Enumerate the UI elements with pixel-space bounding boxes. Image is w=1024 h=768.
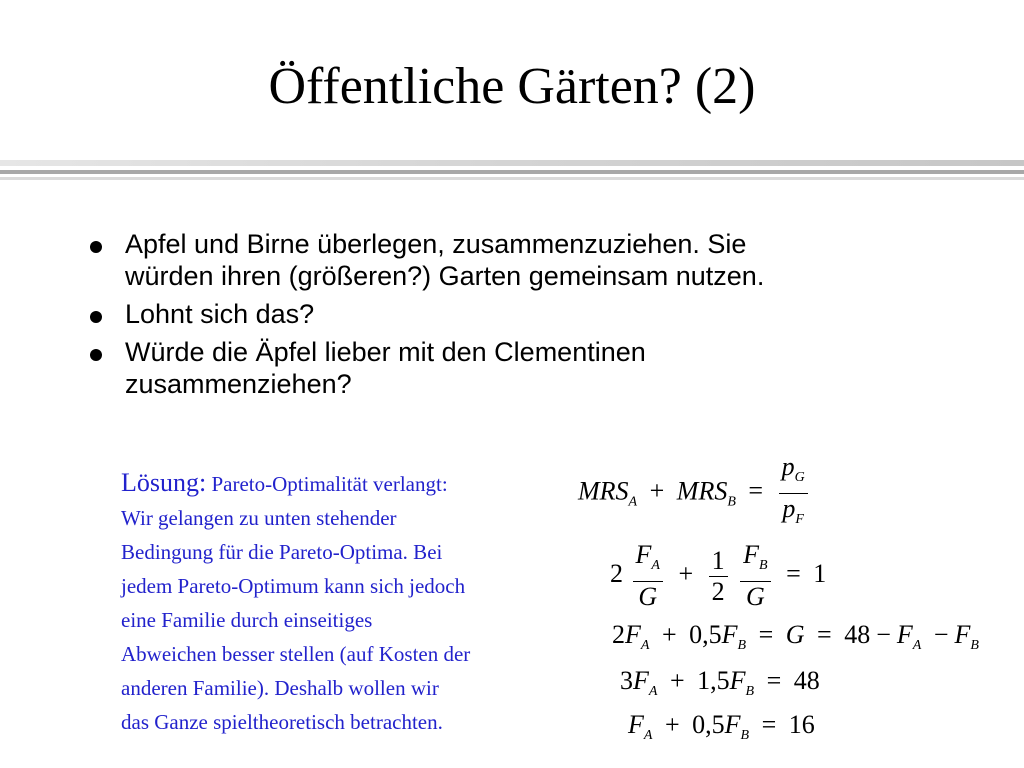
solution-line: das Ganze spieltheoretisch betrachten.: [121, 710, 443, 734]
eq-numerator: [633, 540, 663, 582]
bullet-item: [88, 336, 988, 400]
divider-faint: [0, 177, 1024, 180]
eq-numerator: [740, 540, 770, 582]
bullet-text: zusammenziehen?: [125, 369, 352, 399]
eq-rhs: 16: [788, 710, 815, 739]
eq-numerator: 1: [709, 546, 728, 577]
solution-label: Lösung:: [121, 468, 207, 497]
eq-term: F: [954, 620, 971, 649]
equation-result: [628, 710, 815, 744]
eq-rhs: 48: [793, 666, 820, 695]
eq-sub: B: [759, 558, 768, 573]
eq-coef: 2: [612, 620, 625, 649]
eq-op: +: [661, 620, 677, 649]
equation-combined: [620, 666, 820, 700]
solution-intro: Pareto-Optimalität verlangt:: [206, 472, 448, 496]
slide-title: Öffentliche Gärten? (2): [268, 58, 756, 115]
eq-term: F: [625, 620, 641, 649]
eq-sub: F: [795, 512, 804, 527]
solution-text: [121, 466, 601, 739]
eq-term: F: [721, 620, 738, 649]
eq-op: +: [669, 666, 685, 695]
solution-first-line: [121, 466, 601, 501]
eq-op: +: [678, 558, 694, 588]
eq-rhs: 1: [813, 558, 827, 588]
eq-sub: B: [727, 494, 736, 510]
eq-sub: B: [737, 638, 747, 653]
eq-op: =: [748, 476, 764, 506]
eq-coef: 1,5: [697, 666, 730, 695]
bullet-text: Apfel und Birne überlegen, zusammenzuziehen. Sie: [125, 229, 747, 259]
eq-term: F: [635, 540, 652, 569]
eq-term: F: [896, 620, 913, 649]
divider-dark: [0, 170, 1024, 174]
eq-term: G: [785, 620, 805, 649]
solution-line: Abweichen besser stellen (auf Kosten der: [121, 642, 471, 666]
eq-op: =: [766, 666, 782, 695]
bullet-list: [88, 228, 988, 406]
equation-condition: [610, 540, 826, 612]
eq-op: +: [649, 476, 665, 506]
bullet-item: [88, 298, 988, 330]
solution-line: Wir gelangen zu unten stehender: [121, 506, 397, 530]
eq-term: G: [745, 582, 765, 611]
bullet-dot-icon: [90, 311, 102, 323]
eq-sub: G: [794, 470, 805, 485]
divider-light: [0, 160, 1024, 166]
solution-line: eine Familie durch einseitiges: [121, 608, 373, 632]
eq-rhs: 48: [844, 620, 871, 649]
eq-sub: A: [912, 638, 922, 653]
eq-sub: A: [651, 558, 660, 573]
bullet-item: [88, 228, 988, 292]
bullet-text: Würde die Äpfel lieber mit den Clementinen: [125, 337, 646, 367]
eq-sub: A: [628, 494, 638, 510]
eq-term: p: [781, 452, 795, 481]
eq-denominator: 2: [711, 576, 725, 606]
bullet-dot-icon: [90, 349, 102, 361]
solution-line: anderen Familie). Deshalb wollen wir: [121, 676, 439, 700]
bullet-text: Lohnt sich das?: [125, 299, 315, 329]
eq-coef: 0,5: [689, 620, 722, 649]
eq-sub: A: [640, 638, 650, 653]
solution-line: jedem Pareto-Optimum kann sich jedoch: [121, 574, 466, 598]
solution-line: Bedingung für die Pareto-Optima. Bei: [121, 540, 443, 564]
eq-sub: B: [740, 728, 750, 743]
eq-fraction: [740, 540, 770, 612]
eq-term: F: [729, 666, 746, 695]
eq-coef: 0,5: [692, 710, 725, 739]
eq-term: F: [628, 710, 644, 739]
eq-sub: B: [745, 684, 755, 699]
bullet-text: würden ihren (größeren?) Garten gemeinsam nutzen.: [125, 261, 765, 291]
equation-mrs: [578, 452, 811, 535]
eq-sub: B: [970, 638, 979, 653]
eq-sub: A: [648, 684, 658, 699]
eq-op: =: [761, 710, 777, 739]
eq-term: MRS: [676, 476, 728, 506]
eq-op: =: [786, 558, 801, 588]
eq-op: +: [664, 710, 680, 739]
eq-op: =: [817, 620, 832, 649]
eq-fraction: [779, 452, 808, 535]
eq-term: p: [782, 494, 796, 523]
eq-numerator: [779, 452, 808, 494]
eq-coef: 3: [620, 666, 633, 695]
eq-term: F: [724, 710, 741, 739]
eq-op: −: [876, 620, 891, 649]
eq-denominator: [779, 494, 808, 535]
eq-coef: 2: [610, 558, 623, 588]
eq-op: −: [933, 620, 949, 649]
eq-fraction: [633, 540, 663, 612]
bullet-dot-icon: [90, 241, 102, 253]
eq-term: G: [638, 582, 658, 611]
eq-sub: A: [643, 728, 653, 743]
eq-term: F: [743, 540, 760, 569]
eq-term: MRS: [578, 476, 629, 506]
eq-denominator: [633, 582, 663, 612]
eq-op: =: [758, 620, 774, 649]
eq-fraction: [709, 546, 728, 607]
eq-term: F: [633, 666, 649, 695]
eq-denominator: [740, 582, 770, 612]
equation-budget: [612, 620, 979, 654]
